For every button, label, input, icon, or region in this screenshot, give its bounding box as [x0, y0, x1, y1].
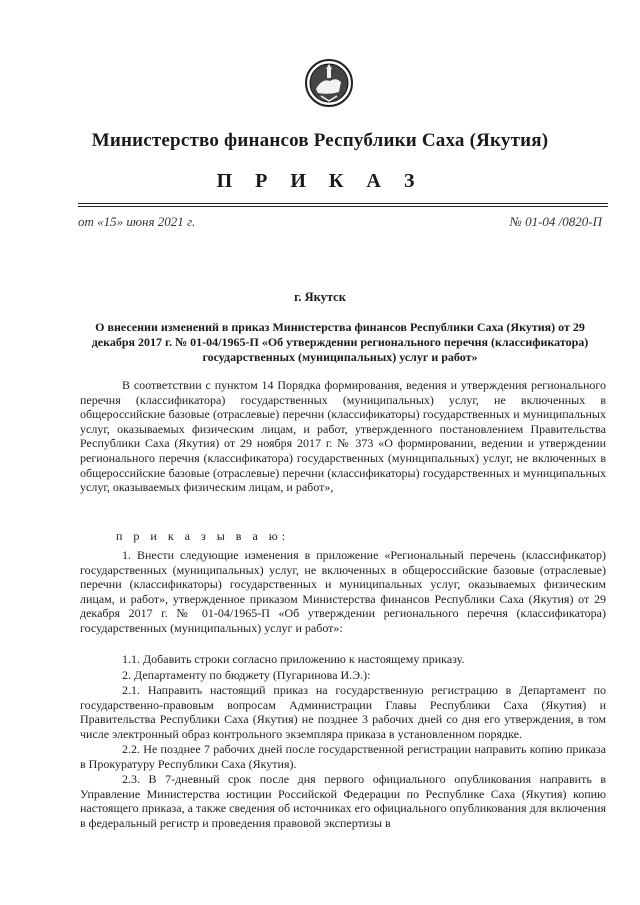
- city-name: г. Якутск: [294, 290, 346, 304]
- order-date: от «15» июня 2021 г.: [78, 214, 196, 229]
- order-number: № 01-04 /0820-П: [509, 214, 602, 229]
- item-1-1-paragraph: 1.1. Добавить строки согласно приложению к настоящему приказу.: [122, 652, 465, 666]
- item-2-1-paragraph: 2.1. Направить настоящий приказ на государственную регистрацию в Департамент по государственно-правовым вопросам Администрации Главы Республики Саха (Якутия) и Правительства Республики Саха (Якутия) не позднее 3 рабочих дней со дня его утверждения, в том числе электронный образ контрольного экземпляра приказа в установленном порядке.: [80, 683, 606, 741]
- coat-of-arms-icon: [304, 56, 354, 110]
- decree-word: п р и к а з ы в а ю:: [116, 529, 290, 543]
- header-divider-thin: [78, 206, 608, 207]
- preamble-paragraph: В соответствии с пунктом 14 Порядка формирования, ведения и утверждения регионального перечня (классификатора) государственных (муниципальных) услуг, не включенных в общероссийские базовые (отраслевые) перечни (классификаторы) государственных и муниципальных услуг, оказываемых физическим лицам, и работ, утвержденного постановлением Правительства Республики Саха (Якутия) от 29 ноября 2017 г. № 373 «О формировании, ведении и утверждении регионального перечня (классификатора) государственных (муниципальных) услуг, не включенных в общероссийские базовые (отраслевые) перечни (классификаторы) государственных и муниципальных услуг, оказываемых физическим лицам, и работ»,: [80, 378, 606, 495]
- header-divider: [78, 203, 608, 204]
- item-2-paragraph: 2. Департаменту по бюджету (Пугаринова И.Э.):: [122, 668, 371, 682]
- item-1-paragraph: 1. Внести следующие изменения в приложение «Региональный перечень (классификатор) государственных (муниципальных) услуг, не включенных в общероссийские базовые (отраслевые) перечни (классификаторы) государственных и муниципальных услуг, оказываемых физическим лицам, и работ», утвержденное приказом Министерства финансов Республики Саха (Якутия) от 29 декабря 2017 г. № 01-04/1965-П «Об утверждении регионального перечня (классификатора) государственных (муниципальных) услуг и работ»:: [80, 548, 606, 635]
- ministry-name: Министерство финансов Республики Саха (Якутия): [91, 130, 549, 151]
- item-2-3-paragraph: 2.3. В 7-дневный срок после дня первого официального опубликования направить в Управление Министерства юстиции Российской Федерации по Республике Саха (Якутия) копию настоящего приказа, а также сведения об источниках его официального опубликования для включения в федеральный регистр и проведения правовой экспертизы в: [80, 772, 606, 830]
- item-2-2-paragraph: 2.2. Не позднее 7 рабочих дней после государственной регистрации направить копию приказа в Прокуратуру Республики Саха (Якутия).: [80, 742, 606, 771]
- document-title: П Р И К А З: [216, 170, 424, 192]
- order-subject: О внесении изменений в приказ Министерства финансов Республики Саха (Якутия) от 29 декабря 2017 г. № 01-04/1965-П «Об утверждении регионального перечня (классификатора) государственных (муниципальных) услуг и работ»: [91, 320, 589, 364]
